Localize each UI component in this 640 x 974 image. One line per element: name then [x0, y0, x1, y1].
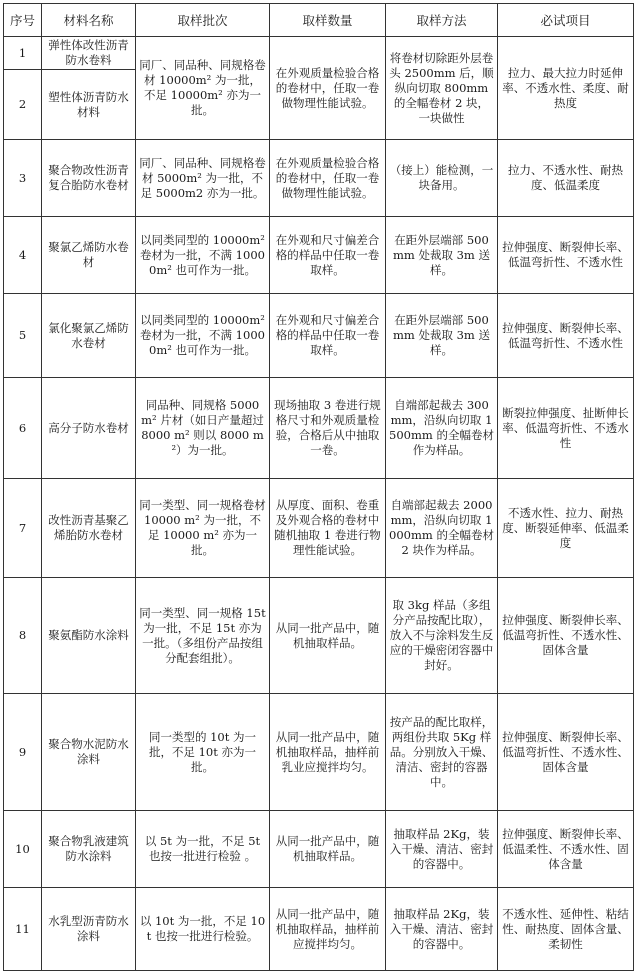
required-tests: 拉伸强度、断裂伸长率、低温弯折性、不透水性、固体含量 — [498, 578, 634, 694]
sampling-batch: 同品种、同规格 5000 m² 片材（如日产量超过 8000 m² 则以 8000 m²）为一批。 — [136, 378, 270, 479]
sampling-quantity: 从同一批产品中，随机抽取样品，抽样前应搅拌均匀。 — [270, 888, 386, 971]
table-row — [4, 140, 634, 217]
row-no: 4 — [4, 217, 42, 294]
sampling-quantity: 在外观质量检验合格的卷材中，任取一卷做物理性能试验。 — [270, 140, 386, 217]
sampling-method: 将卷材切除距外层卷头 2500mm 后，顺纵向切取 800mm 的全幅卷材 2 块，一块做性 — [386, 37, 498, 140]
material-name: 聚氨酯防水涂料 — [42, 578, 136, 694]
table-row — [4, 811, 634, 888]
table-row — [4, 378, 634, 479]
sampling-method: 抽取样品 2Kg，装入干燥、清洁、密封的容器中。 — [386, 811, 498, 888]
sampling-quantity: 在外观质量检验合格的卷材中，任取一卷做物理性能试验。 — [270, 37, 386, 140]
sampling-method: 取 3kg 样品（多组分产品按配比取），放入不与涂料发生反应的干燥密闭容器中封好。 — [386, 578, 498, 694]
table-row — [4, 578, 634, 694]
header-sampling-quantity: 取样数量 — [270, 4, 386, 37]
table-row — [4, 479, 634, 578]
sampling-batch: 以 5t 为一批，不足 5t 也按一批进行检验 。 — [136, 811, 270, 888]
material-name: 聚氯乙烯防水卷材 — [42, 217, 136, 294]
row-no: 7 — [4, 479, 42, 578]
material-name: 高分子防水卷材 — [42, 378, 136, 479]
table-row — [4, 888, 634, 971]
row-no: 2 — [4, 70, 42, 140]
table-row — [4, 294, 634, 378]
sampling-batch: 以 10t 为一批，不足 10t 也按一批进行检验。 — [136, 888, 270, 971]
header-required-tests: 必试项目 — [498, 4, 634, 37]
table-row — [4, 37, 634, 70]
required-tests: 拉力、最大拉力时延伸率、不透水性、柔度、耐热度 — [498, 37, 634, 140]
material-name: 水乳型沥青防水涂料 — [42, 888, 136, 971]
sampling-method: 抽取样品 2Kg，装入干燥、清洁、密封的容器中。 — [386, 888, 498, 971]
sampling-batch: 同厂、同品种、同规格卷材 5000m² 为一批，不足 5000m2 亦为一批。 — [136, 140, 270, 217]
required-tests: 拉力、不透水性、耐热度、低温柔度 — [498, 140, 634, 217]
row-no: 11 — [4, 888, 42, 971]
sampling-method: 在距外层端部 500mm 处裁取 3m 送样。 — [386, 217, 498, 294]
material-name: 聚合物乳液建筑防水涂料 — [42, 811, 136, 888]
sampling-batch: 同一类型、同一规格 15t 为一批，不足 15t 亦为一批。（多组份产品按组分配套组批）。 — [136, 578, 270, 694]
sampling-quantity: 在外观和尺寸偏差合格的样品中任取一卷取样。 — [270, 294, 386, 378]
row-no: 1 — [4, 37, 42, 70]
header-material-name: 材料名称 — [42, 4, 136, 37]
required-tests: 拉伸强度、断裂伸长率、低温弯折性、不透水性、固体含量 — [498, 694, 634, 811]
table-row — [4, 694, 634, 811]
required-tests: 拉伸强度、断裂伸长率、低温柔性、不透水性、固体含量 — [498, 811, 634, 888]
material-name: 塑性体沥青防水材料 — [42, 70, 136, 140]
sampling-method: 按产品的配比取样，两组份共取 5Kg 样品。分别放入干燥、清洁、密封的容器中。 — [386, 694, 498, 811]
table-header-row — [4, 4, 634, 37]
sampling-quantity: 现场抽取 3 卷进行规格尺寸和外观质量检验，合格后从中抽取一卷。 — [270, 378, 386, 479]
material-name: 改性沥青基聚乙烯胎防水卷材 — [42, 479, 136, 578]
required-tests: 断裂拉伸强度、扯断伸长率、低温弯折性、不透水性 — [498, 378, 634, 479]
row-no: 3 — [4, 140, 42, 217]
table-row — [4, 217, 634, 294]
required-tests: 拉伸强度、断裂伸长率、低温弯折性、不透水性 — [498, 294, 634, 378]
material-name: 聚合物水泥防水涂料 — [42, 694, 136, 811]
material-name: 氯化聚氯乙烯防水卷材 — [42, 294, 136, 378]
row-no: 5 — [4, 294, 42, 378]
sampling-method: （接上）能检测，一块备用。 — [386, 140, 498, 217]
row-no: 10 — [4, 811, 42, 888]
row-no: 6 — [4, 378, 42, 479]
required-tests: 不透水性、延伸性、粘结性、耐热度、固体含量、柔韧性 — [498, 888, 634, 971]
header-sampling-batch: 取样批次 — [136, 4, 270, 37]
sampling-quantity: 从同一批产品中，随机抽取样品。 — [270, 578, 386, 694]
sampling-method: 自端部起裁去 300mm，沿纵向切取 1500mm 的全幅卷材作为样品。 — [386, 378, 498, 479]
header-no: 序号 — [4, 4, 42, 37]
sampling-quantity: 从同一批产品中，随机抽取样品。 — [270, 811, 386, 888]
sampling-method: 自端部起裁去 2000mm，沿纵向切取 1000mm 的全幅卷材 2 块作为样品。 — [386, 479, 498, 578]
sampling-quantity: 从同一批产品中，随机抽取样品，抽样前乳业应搅拌均匀。 — [270, 694, 386, 811]
sampling-table — [3, 3, 634, 971]
sampling-quantity: 从厚度、面积、卷重及外观合格的卷材中随机抽取 1 卷进行物理性能试验。 — [270, 479, 386, 578]
sampling-quantity: 在外观和尺寸偏差合格的样品中任取一卷取样。 — [270, 217, 386, 294]
sampling-method: 在距外层端部 500mm 处裁取 3m 送样。 — [386, 294, 498, 378]
sampling-batch: 以同类同型的 10000m² 卷材为一批，不满 10000m² 也可作为一批。 — [136, 294, 270, 378]
required-tests: 拉伸强度、断裂伸长率、低温弯折性、不透水性 — [498, 217, 634, 294]
header-sampling-method: 取样方法 — [386, 4, 498, 37]
sampling-batch: 同厂、同品种、同规格卷材 10000m² 为一批，不足 10000m² 亦为一批。 — [136, 37, 270, 140]
sampling-batch: 同一类型的 10t 为一批，不足 10t 亦为一批。 — [136, 694, 270, 811]
row-no: 9 — [4, 694, 42, 811]
row-no: 8 — [4, 578, 42, 694]
material-name: 弹性体改性沥青防水卷料 — [42, 37, 136, 70]
sampling-batch: 同一类型、同一规格卷材 10000 m² 为一批，不足 10000 m² 亦为一批。 — [136, 479, 270, 578]
material-name: 聚合物改性沥青复合胎防水卷材 — [42, 140, 136, 217]
sampling-batch: 以同类同型的 10000m² 卷材为一批，不满 10000m² 也可作为一批。 — [136, 217, 270, 294]
required-tests: 不透水性、拉力、耐热度、断裂延伸率、低温柔度 — [498, 479, 634, 578]
